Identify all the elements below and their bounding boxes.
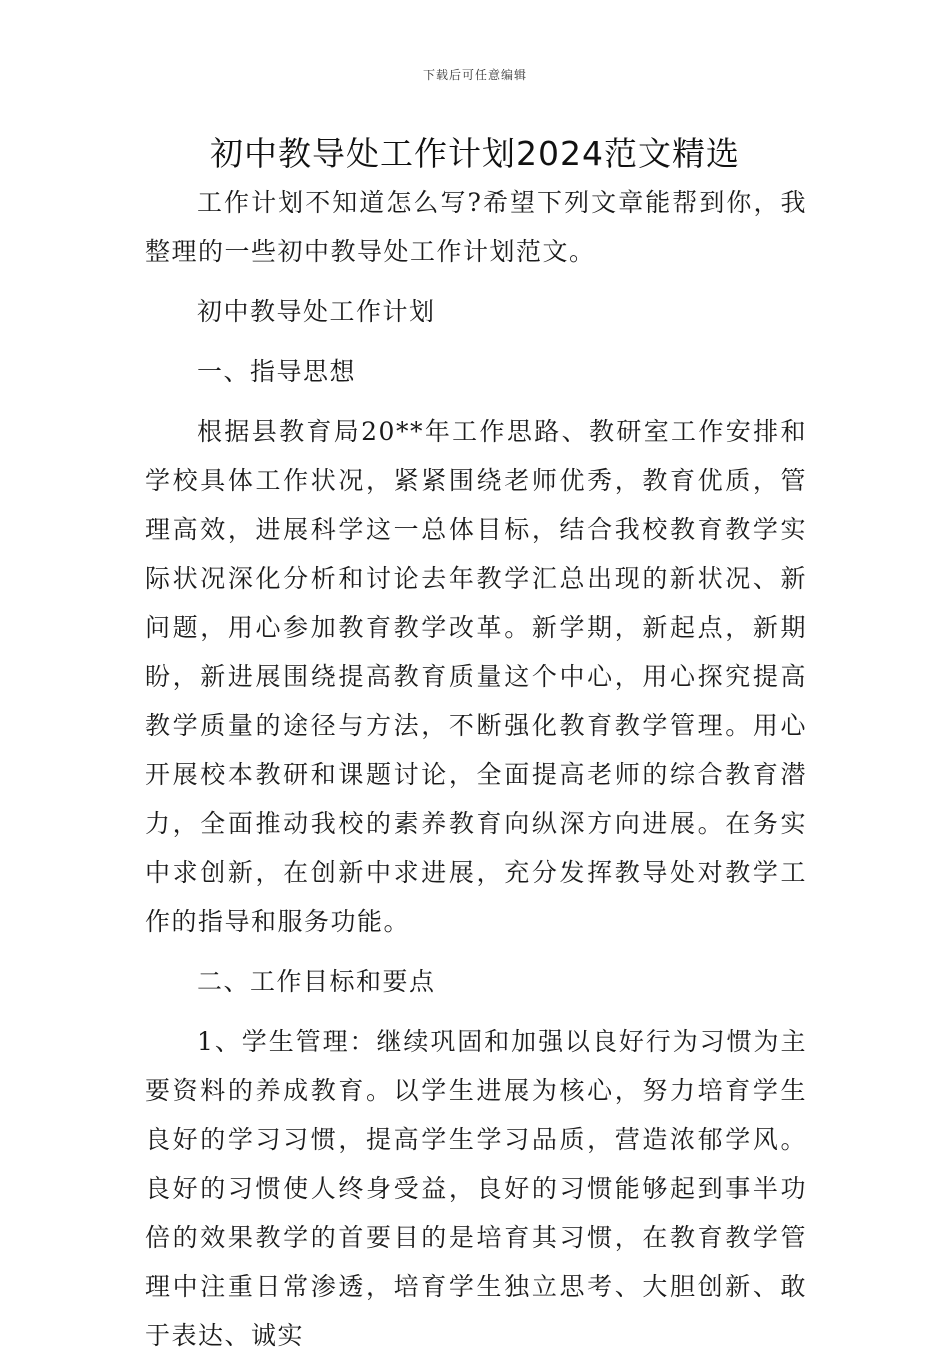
section-heading-guiding-ideology: 一、指导思想 xyxy=(197,357,357,386)
download-note: 下载后可任意编辑 xyxy=(422,68,527,82)
intro-paragraph: 工作计划不知道怎么写?希望下列文章能帮到你，我整理的一些初中教导处工作计划范文。 xyxy=(145,188,807,266)
student-management-paragraph: 1、学生管理：继续巩固和加强以良好行为习惯为主要资料的养成教育。以学生进展为核心，努力培育学生良好的学习习惯，提高学生学习品质，营造浓郁学风。良好的习惯使人终身受益，良好的习惯能够起到事半功倍的效果教学的首要目的是培育其习惯，在教育教学管理中注重日常渗透，培育学生独立思考、大胆创新、敢于表达、诚实 xyxy=(145,1027,807,1350)
section-heading-goals: 二、工作目标和要点 xyxy=(197,967,436,996)
guiding-ideology-paragraph: 根据县教育局20**年工作思路、教研室工作安排和学校具体工作状况，紧紧围绕老师优秀，教育优质，管理高效，进展科学这一总体目标，结合我校教育教学实际状况深化分析和讨论去年教学汇总出现的新状况、新问题，用心参加教育教学改革。新学期，新起点，新期盼，新进展围绕提高教育质量这个中心，用心探究提高教学质量的途径与方法，不断强化教育教学管理。用心开展校本教研和课题讨论，全面提高老师的综合教育潜力，全面推动我校的素养教育向纵深方向进展。在务实中求创新，在创新中求进展，充分发挥教导处对教学工作的指导和服务功能。 xyxy=(145,417,807,936)
document-title: 初中教导处工作计划2024范文精选 xyxy=(210,134,740,173)
document-body xyxy=(145,178,807,1360)
section-heading-plan: 初中教导处工作计划 xyxy=(197,297,436,326)
